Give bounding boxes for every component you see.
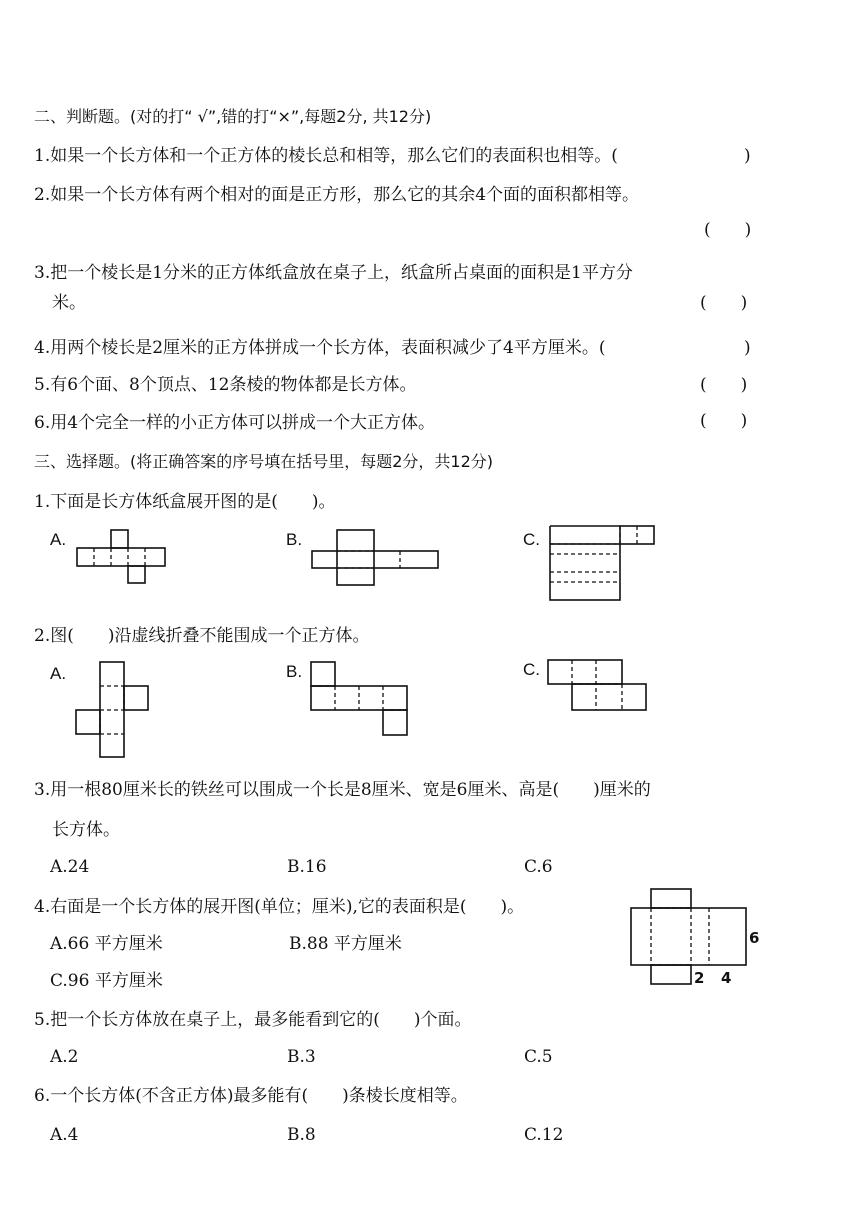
- q1-option-a-label: A.: [50, 530, 67, 549]
- q4-option-b[interactable]: B.88 平方厘米: [289, 934, 402, 954]
- q3-option-c[interactable]: C.6: [524, 857, 553, 877]
- judge-answer-3[interactable]: ( ): [700, 293, 748, 313]
- q3-option-b[interactable]: B.16: [287, 857, 327, 877]
- q4-fig-label-height: 6: [749, 929, 760, 947]
- q2-net-a-figure: [74, 660, 154, 760]
- choice-q3-text: 3.用一根80厘米长的铁丝可以围成一个长是8厘米、宽是6厘米、高是( )厘米的: [34, 780, 651, 800]
- q6-option-c[interactable]: C.12: [524, 1125, 564, 1145]
- q5-option-b[interactable]: B.3: [287, 1047, 316, 1067]
- q6-option-b[interactable]: B.8: [287, 1125, 316, 1145]
- choice-q5-text: 5.把一个长方体放在桌子上，最多能看到它的( )个面。: [34, 1010, 472, 1030]
- q1-net-c-figure: [546, 524, 666, 604]
- judge-item-1: 1.如果一个长方体和一个正方体的棱长总和相等，那么它们的表面积也相等。(: [34, 146, 618, 166]
- judge-answer-6[interactable]: ( ): [700, 411, 748, 431]
- q5-option-c[interactable]: C.5: [524, 1047, 553, 1067]
- q4-option-c[interactable]: C.96 平方厘米: [50, 971, 163, 991]
- q3-option-a[interactable]: A.24: [50, 857, 90, 877]
- choice-q1-text: 1.下面是长方体纸盒展开图的是( )。: [34, 492, 336, 512]
- judge-section-title: 二、判断题。(对的打“ √”,错的打“×”,每题2分, 共12分): [34, 107, 432, 126]
- q2-net-b-figure: [309, 660, 419, 740]
- choice-q3-text-continued: 长方体。: [52, 820, 120, 840]
- judge-answer-2[interactable]: ( ): [704, 220, 752, 240]
- q2-option-a-label: A.: [50, 664, 67, 683]
- choice-q6-text: 6.一个长方体(不含正方体)最多能有( )条棱长度相等。: [34, 1086, 468, 1106]
- judge-item-3-continued: 米。: [52, 293, 86, 313]
- judge-item-4: 4.用两个棱长是2厘米的正方体拼成一个长方体，表面积减少了4平方厘米。(: [34, 338, 606, 358]
- q4-net-figure: [628, 886, 768, 986]
- q1-option-b-label: B.: [286, 530, 303, 549]
- q4-fig-label-width: 2: [694, 969, 705, 987]
- q1-net-a-figure: [70, 528, 170, 588]
- choice-section-title: 三、选择题。(将正确答案的序号填在括号里，每题2分，共12分): [34, 452, 494, 471]
- judge-answer-1[interactable]: ): [744, 146, 751, 166]
- q4-option-a[interactable]: A.66 平方厘米: [50, 934, 163, 954]
- q4-fig-label-length: 4: [721, 969, 732, 987]
- q2-net-c-figure: [546, 658, 656, 718]
- q1-net-b-figure: [308, 528, 448, 588]
- q2-option-c-label: C.: [523, 660, 540, 679]
- q5-option-a[interactable]: A.2: [50, 1047, 79, 1067]
- q6-option-a[interactable]: A.4: [50, 1125, 79, 1145]
- judge-item-3: 3.把一个棱长是1分米的正方体纸盒放在桌子上，纸盒所占桌面的面积是1平方分: [34, 263, 633, 283]
- judge-item-5: 5.有6个面、8个顶点、12条棱的物体都是长方体。: [34, 375, 417, 395]
- choice-q4-text: 4.右面是一个长方体的展开图(单位；厘米),它的表面积是( )。: [34, 897, 525, 917]
- q1-option-c-label: C.: [523, 530, 540, 549]
- judge-item-6: 6.用4个完全一样的小正方体可以拼成一个大正方体。: [34, 413, 436, 433]
- judge-answer-4[interactable]: ): [744, 338, 751, 358]
- choice-q2-text: 2.图( )沿虚线折叠不能围成一个正方体。: [34, 626, 370, 646]
- judge-item-2: 2.如果一个长方体有两个相对的面是正方形，那么它的其余4个面的面积都相等。: [34, 185, 640, 205]
- judge-answer-5[interactable]: ( ): [700, 375, 748, 395]
- q2-option-b-label: B.: [286, 662, 303, 681]
